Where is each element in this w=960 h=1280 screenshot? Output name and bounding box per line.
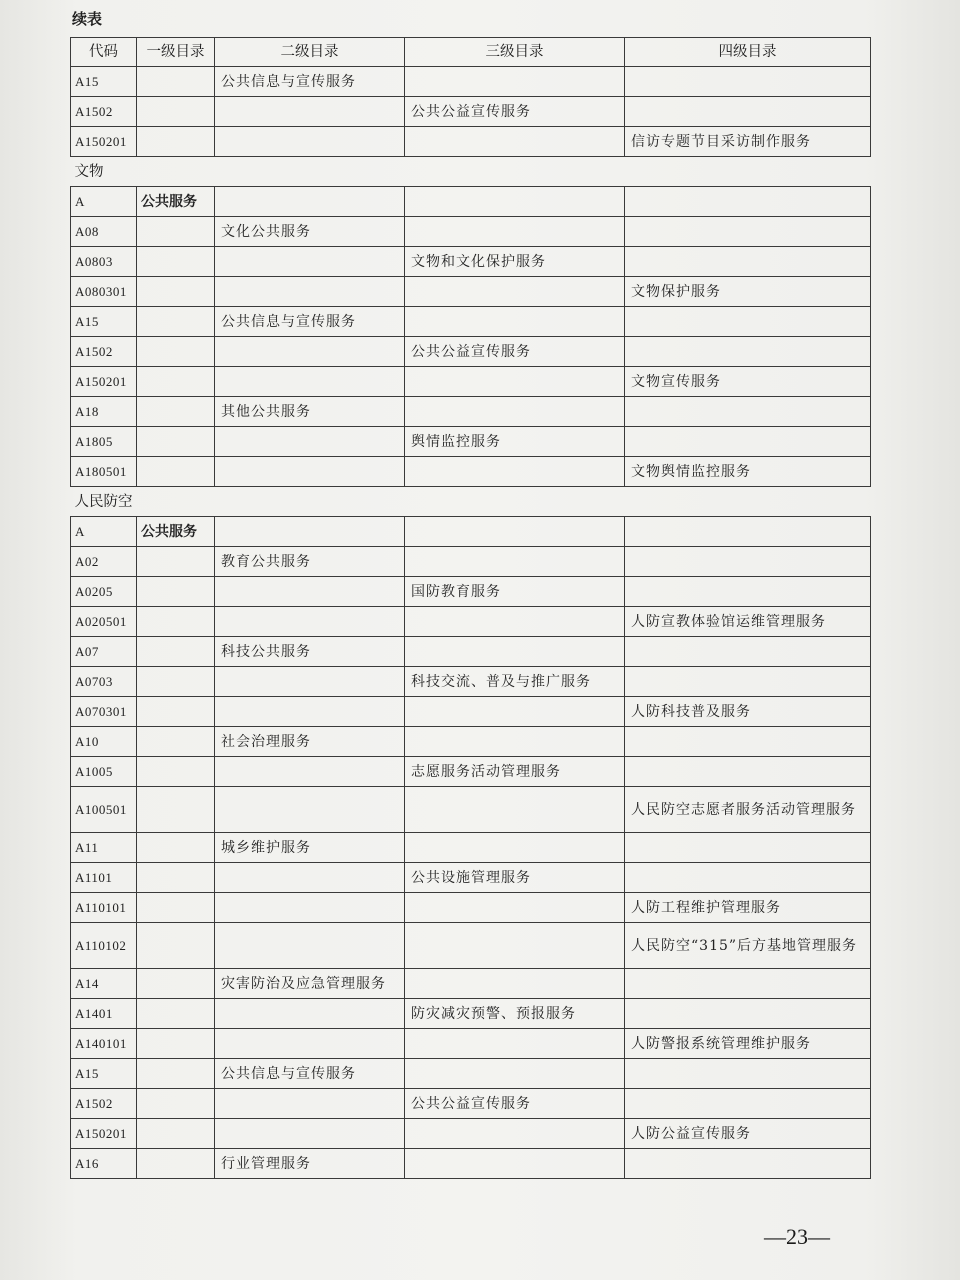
level-4-cell: 人防科技普及服务 xyxy=(625,697,871,727)
table-row xyxy=(71,1059,871,1089)
level-2-cell xyxy=(215,1089,405,1119)
level-4-cell xyxy=(625,1149,871,1179)
level-4-cell xyxy=(625,833,871,863)
table-row xyxy=(71,757,871,787)
table-row xyxy=(71,1149,871,1179)
level-4-cell xyxy=(625,667,871,697)
level-2-cell: 灾害防治及应急管理服务 xyxy=(215,969,405,999)
level-4-cell xyxy=(625,577,871,607)
code-cell: A1401 xyxy=(71,999,137,1029)
code-cell: A16 xyxy=(71,1149,137,1179)
level-4-cell xyxy=(625,637,871,667)
code-cell: A150201 xyxy=(71,127,137,157)
level-3-cell: 舆情监控服务 xyxy=(405,427,625,457)
level-3-cell xyxy=(405,833,625,863)
level-2-cell xyxy=(215,187,405,217)
table-row xyxy=(71,247,871,277)
level-2-cell xyxy=(215,457,405,487)
level-3-cell: 志愿服务活动管理服务 xyxy=(405,757,625,787)
level-1-cell xyxy=(137,1119,215,1149)
level-1-cell xyxy=(137,1089,215,1119)
level-1-cell xyxy=(137,727,215,757)
level-1-cell xyxy=(137,67,215,97)
code-cell: A080301 xyxy=(71,277,137,307)
level-2-cell xyxy=(215,999,405,1029)
code-cell: A0803 xyxy=(71,247,137,277)
continued-label: 续表 xyxy=(72,10,103,28)
level-4-cell xyxy=(625,337,871,367)
level-1-cell xyxy=(137,127,215,157)
level-4-cell xyxy=(625,1059,871,1089)
code-cell: A140101 xyxy=(71,1029,137,1059)
level-3-cell xyxy=(405,969,625,999)
level-4-cell xyxy=(625,397,871,427)
level-2-cell xyxy=(215,367,405,397)
code-cell: A xyxy=(71,187,137,217)
code-cell: A1101 xyxy=(71,863,137,893)
table-row xyxy=(71,697,871,727)
level-3-cell: 防灾减灾预警、预报服务 xyxy=(405,999,625,1029)
code-cell: A110101 xyxy=(71,893,137,923)
level-3-cell: 公共公益宣传服务 xyxy=(405,337,625,367)
level-3-cell xyxy=(405,217,625,247)
code-cell: A1005 xyxy=(71,757,137,787)
table-row xyxy=(71,1089,871,1119)
table-row xyxy=(71,637,871,667)
level-4-cell xyxy=(625,969,871,999)
table-row xyxy=(71,577,871,607)
code-cell: A18 xyxy=(71,397,137,427)
level-1-cell xyxy=(137,667,215,697)
code-cell: A100501 xyxy=(71,787,137,833)
level-2-cell xyxy=(215,607,405,637)
header-level-3: 三级目录 xyxy=(405,38,625,67)
level-4-cell xyxy=(625,187,871,217)
header-level-1: 一级目录 xyxy=(137,38,215,67)
level-1-cell xyxy=(137,547,215,577)
level-4-cell: 人民防空“315”后方基地管理服务 xyxy=(625,923,871,969)
level-3-cell xyxy=(405,1119,625,1149)
level-1-cell xyxy=(137,1029,215,1059)
code-cell: A150201 xyxy=(71,1119,137,1149)
table-row xyxy=(71,367,871,397)
section-title: 人民防空 xyxy=(71,487,871,517)
code-cell: A070301 xyxy=(71,697,137,727)
level-3-cell xyxy=(405,1059,625,1089)
table-row xyxy=(71,1029,871,1059)
code-cell: A15 xyxy=(71,1059,137,1089)
table-row xyxy=(71,277,871,307)
level-2-cell xyxy=(215,667,405,697)
section-row xyxy=(71,157,871,187)
table-row xyxy=(71,67,871,97)
level-4-cell xyxy=(625,863,871,893)
code-cell: A08 xyxy=(71,217,137,247)
level-1-cell xyxy=(137,247,215,277)
table-row xyxy=(71,727,871,757)
table-row xyxy=(71,337,871,367)
level-1-cell xyxy=(137,427,215,457)
level-1-cell xyxy=(137,787,215,833)
service-catalog-table xyxy=(70,37,871,1179)
level-4-cell: 文物保护服务 xyxy=(625,277,871,307)
table-row xyxy=(71,517,871,547)
level-4-cell: 人防警报系统管理维护服务 xyxy=(625,1029,871,1059)
level-1-cell xyxy=(137,863,215,893)
level-3-cell xyxy=(405,1029,625,1059)
table-row xyxy=(71,863,871,893)
level-1-cell xyxy=(137,277,215,307)
level-4-cell xyxy=(625,757,871,787)
code-cell: A0205 xyxy=(71,577,137,607)
code-cell: A1502 xyxy=(71,1089,137,1119)
level-2-cell xyxy=(215,923,405,969)
level-2-cell xyxy=(215,277,405,307)
level-3-cell xyxy=(405,517,625,547)
level-1-cell xyxy=(137,757,215,787)
level-3-cell xyxy=(405,727,625,757)
level-3-cell xyxy=(405,307,625,337)
level-2-cell: 城乡维护服务 xyxy=(215,833,405,863)
level-3-cell xyxy=(405,893,625,923)
level-4-cell xyxy=(625,247,871,277)
level-4-cell: 人防公益宣传服务 xyxy=(625,1119,871,1149)
page-number: —23— xyxy=(764,1224,830,1249)
level-2-cell xyxy=(215,577,405,607)
level-3-cell xyxy=(405,547,625,577)
table-row xyxy=(71,97,871,127)
level-4-cell xyxy=(625,1089,871,1119)
code-cell: A180501 xyxy=(71,457,137,487)
level-2-cell xyxy=(215,427,405,457)
level-2-cell: 公共信息与宣传服务 xyxy=(215,1059,405,1089)
table-row xyxy=(71,969,871,999)
level-1-cell xyxy=(137,367,215,397)
level-3-cell xyxy=(405,1149,625,1179)
table-row xyxy=(71,787,871,833)
table-row xyxy=(71,1119,871,1149)
table-header xyxy=(71,38,871,67)
code-cell: A150201 xyxy=(71,367,137,397)
table-row xyxy=(71,833,871,863)
header-level-2: 二级目录 xyxy=(215,38,405,67)
level-3-cell xyxy=(405,397,625,427)
header-level-4: 四级目录 xyxy=(625,38,871,67)
level-4-cell xyxy=(625,547,871,577)
level-3-cell: 文物和文化保护服务 xyxy=(405,247,625,277)
table-row xyxy=(71,547,871,577)
level-4-cell xyxy=(625,999,871,1029)
table-row xyxy=(71,307,871,337)
table-row xyxy=(71,457,871,487)
level-2-cell: 行业管理服务 xyxy=(215,1149,405,1179)
level-3-cell xyxy=(405,277,625,307)
level-1-cell: 公共服务 xyxy=(137,187,215,217)
level-1-cell xyxy=(137,637,215,667)
level-2-cell: 其他公共服务 xyxy=(215,397,405,427)
level-2-cell: 社会治理服务 xyxy=(215,727,405,757)
level-1-cell xyxy=(137,1059,215,1089)
table-row xyxy=(71,667,871,697)
level-3-cell xyxy=(405,367,625,397)
level-3-cell xyxy=(405,457,625,487)
level-1-cell xyxy=(137,893,215,923)
level-4-cell xyxy=(625,427,871,457)
level-1-cell xyxy=(137,1149,215,1179)
level-1-cell xyxy=(137,969,215,999)
level-1-cell: 公共服务 xyxy=(137,517,215,547)
level-3-cell: 公共公益宣传服务 xyxy=(405,97,625,127)
level-1-cell xyxy=(137,833,215,863)
code-cell: A10 xyxy=(71,727,137,757)
section-title: 文物 xyxy=(71,157,871,187)
level-2-cell xyxy=(215,863,405,893)
level-2-cell: 文化公共服务 xyxy=(215,217,405,247)
code-cell: A1502 xyxy=(71,97,137,127)
level-1-cell xyxy=(137,923,215,969)
level-2-cell xyxy=(215,247,405,277)
code-cell: A1805 xyxy=(71,427,137,457)
code-cell: A07 xyxy=(71,637,137,667)
table-row xyxy=(71,893,871,923)
code-cell: A14 xyxy=(71,969,137,999)
level-3-cell xyxy=(405,67,625,97)
section-row xyxy=(71,487,871,517)
code-cell: A15 xyxy=(71,307,137,337)
header-code: 代码 xyxy=(71,38,137,67)
code-cell: A15 xyxy=(71,67,137,97)
level-3-cell: 公共公益宣传服务 xyxy=(405,1089,625,1119)
level-4-cell: 文物宣传服务 xyxy=(625,367,871,397)
level-4-cell: 人防宣教体验馆运维管理服务 xyxy=(625,607,871,637)
level-2-cell xyxy=(215,787,405,833)
level-4-cell: 信访专题节目采访制作服务 xyxy=(625,127,871,157)
level-2-cell xyxy=(215,1119,405,1149)
level-3-cell xyxy=(405,637,625,667)
level-4-cell xyxy=(625,67,871,97)
level-4-cell: 人民防空志愿者服务活动管理服务 xyxy=(625,787,871,833)
table-row xyxy=(71,427,871,457)
code-cell: A020501 xyxy=(71,607,137,637)
level-3-cell xyxy=(405,923,625,969)
level-1-cell xyxy=(137,457,215,487)
level-2-cell xyxy=(215,97,405,127)
table-row xyxy=(71,187,871,217)
level-4-cell: 人防工程维护管理服务 xyxy=(625,893,871,923)
level-2-cell: 公共信息与宣传服务 xyxy=(215,307,405,337)
level-2-cell xyxy=(215,337,405,367)
level-3-cell xyxy=(405,787,625,833)
table-body xyxy=(71,67,871,1179)
level-3-cell xyxy=(405,697,625,727)
level-1-cell xyxy=(137,397,215,427)
level-2-cell: 教育公共服务 xyxy=(215,547,405,577)
level-1-cell xyxy=(137,697,215,727)
table-row xyxy=(71,999,871,1029)
level-1-cell xyxy=(137,577,215,607)
level-1-cell xyxy=(137,217,215,247)
level-4-cell xyxy=(625,517,871,547)
level-2-cell xyxy=(215,893,405,923)
level-1-cell xyxy=(137,97,215,127)
level-1-cell xyxy=(137,999,215,1029)
level-2-cell: 科技公共服务 xyxy=(215,637,405,667)
table-row xyxy=(71,923,871,969)
level-3-cell: 科技交流、普及与推广服务 xyxy=(405,667,625,697)
level-4-cell xyxy=(625,217,871,247)
level-4-cell xyxy=(625,727,871,757)
code-cell: A0703 xyxy=(71,667,137,697)
level-4-cell: 文物舆情监控服务 xyxy=(625,457,871,487)
code-cell: A1502 xyxy=(71,337,137,367)
code-cell: A110102 xyxy=(71,923,137,969)
level-3-cell: 公共设施管理服务 xyxy=(405,863,625,893)
level-3-cell xyxy=(405,127,625,157)
table-row xyxy=(71,217,871,247)
table-row xyxy=(71,397,871,427)
level-2-cell xyxy=(215,697,405,727)
level-2-cell xyxy=(215,757,405,787)
level-2-cell: 公共信息与宣传服务 xyxy=(215,67,405,97)
level-3-cell: 国防教育服务 xyxy=(405,577,625,607)
level-4-cell xyxy=(625,307,871,337)
level-4-cell xyxy=(625,97,871,127)
level-2-cell xyxy=(215,1029,405,1059)
code-cell: A xyxy=(71,517,137,547)
table-row xyxy=(71,607,871,637)
table-row xyxy=(71,127,871,157)
level-3-cell xyxy=(405,607,625,637)
level-1-cell xyxy=(137,607,215,637)
code-cell: A02 xyxy=(71,547,137,577)
level-1-cell xyxy=(137,307,215,337)
level-3-cell xyxy=(405,187,625,217)
level-2-cell xyxy=(215,517,405,547)
level-2-cell xyxy=(215,127,405,157)
level-1-cell xyxy=(137,337,215,367)
code-cell: A11 xyxy=(71,833,137,863)
